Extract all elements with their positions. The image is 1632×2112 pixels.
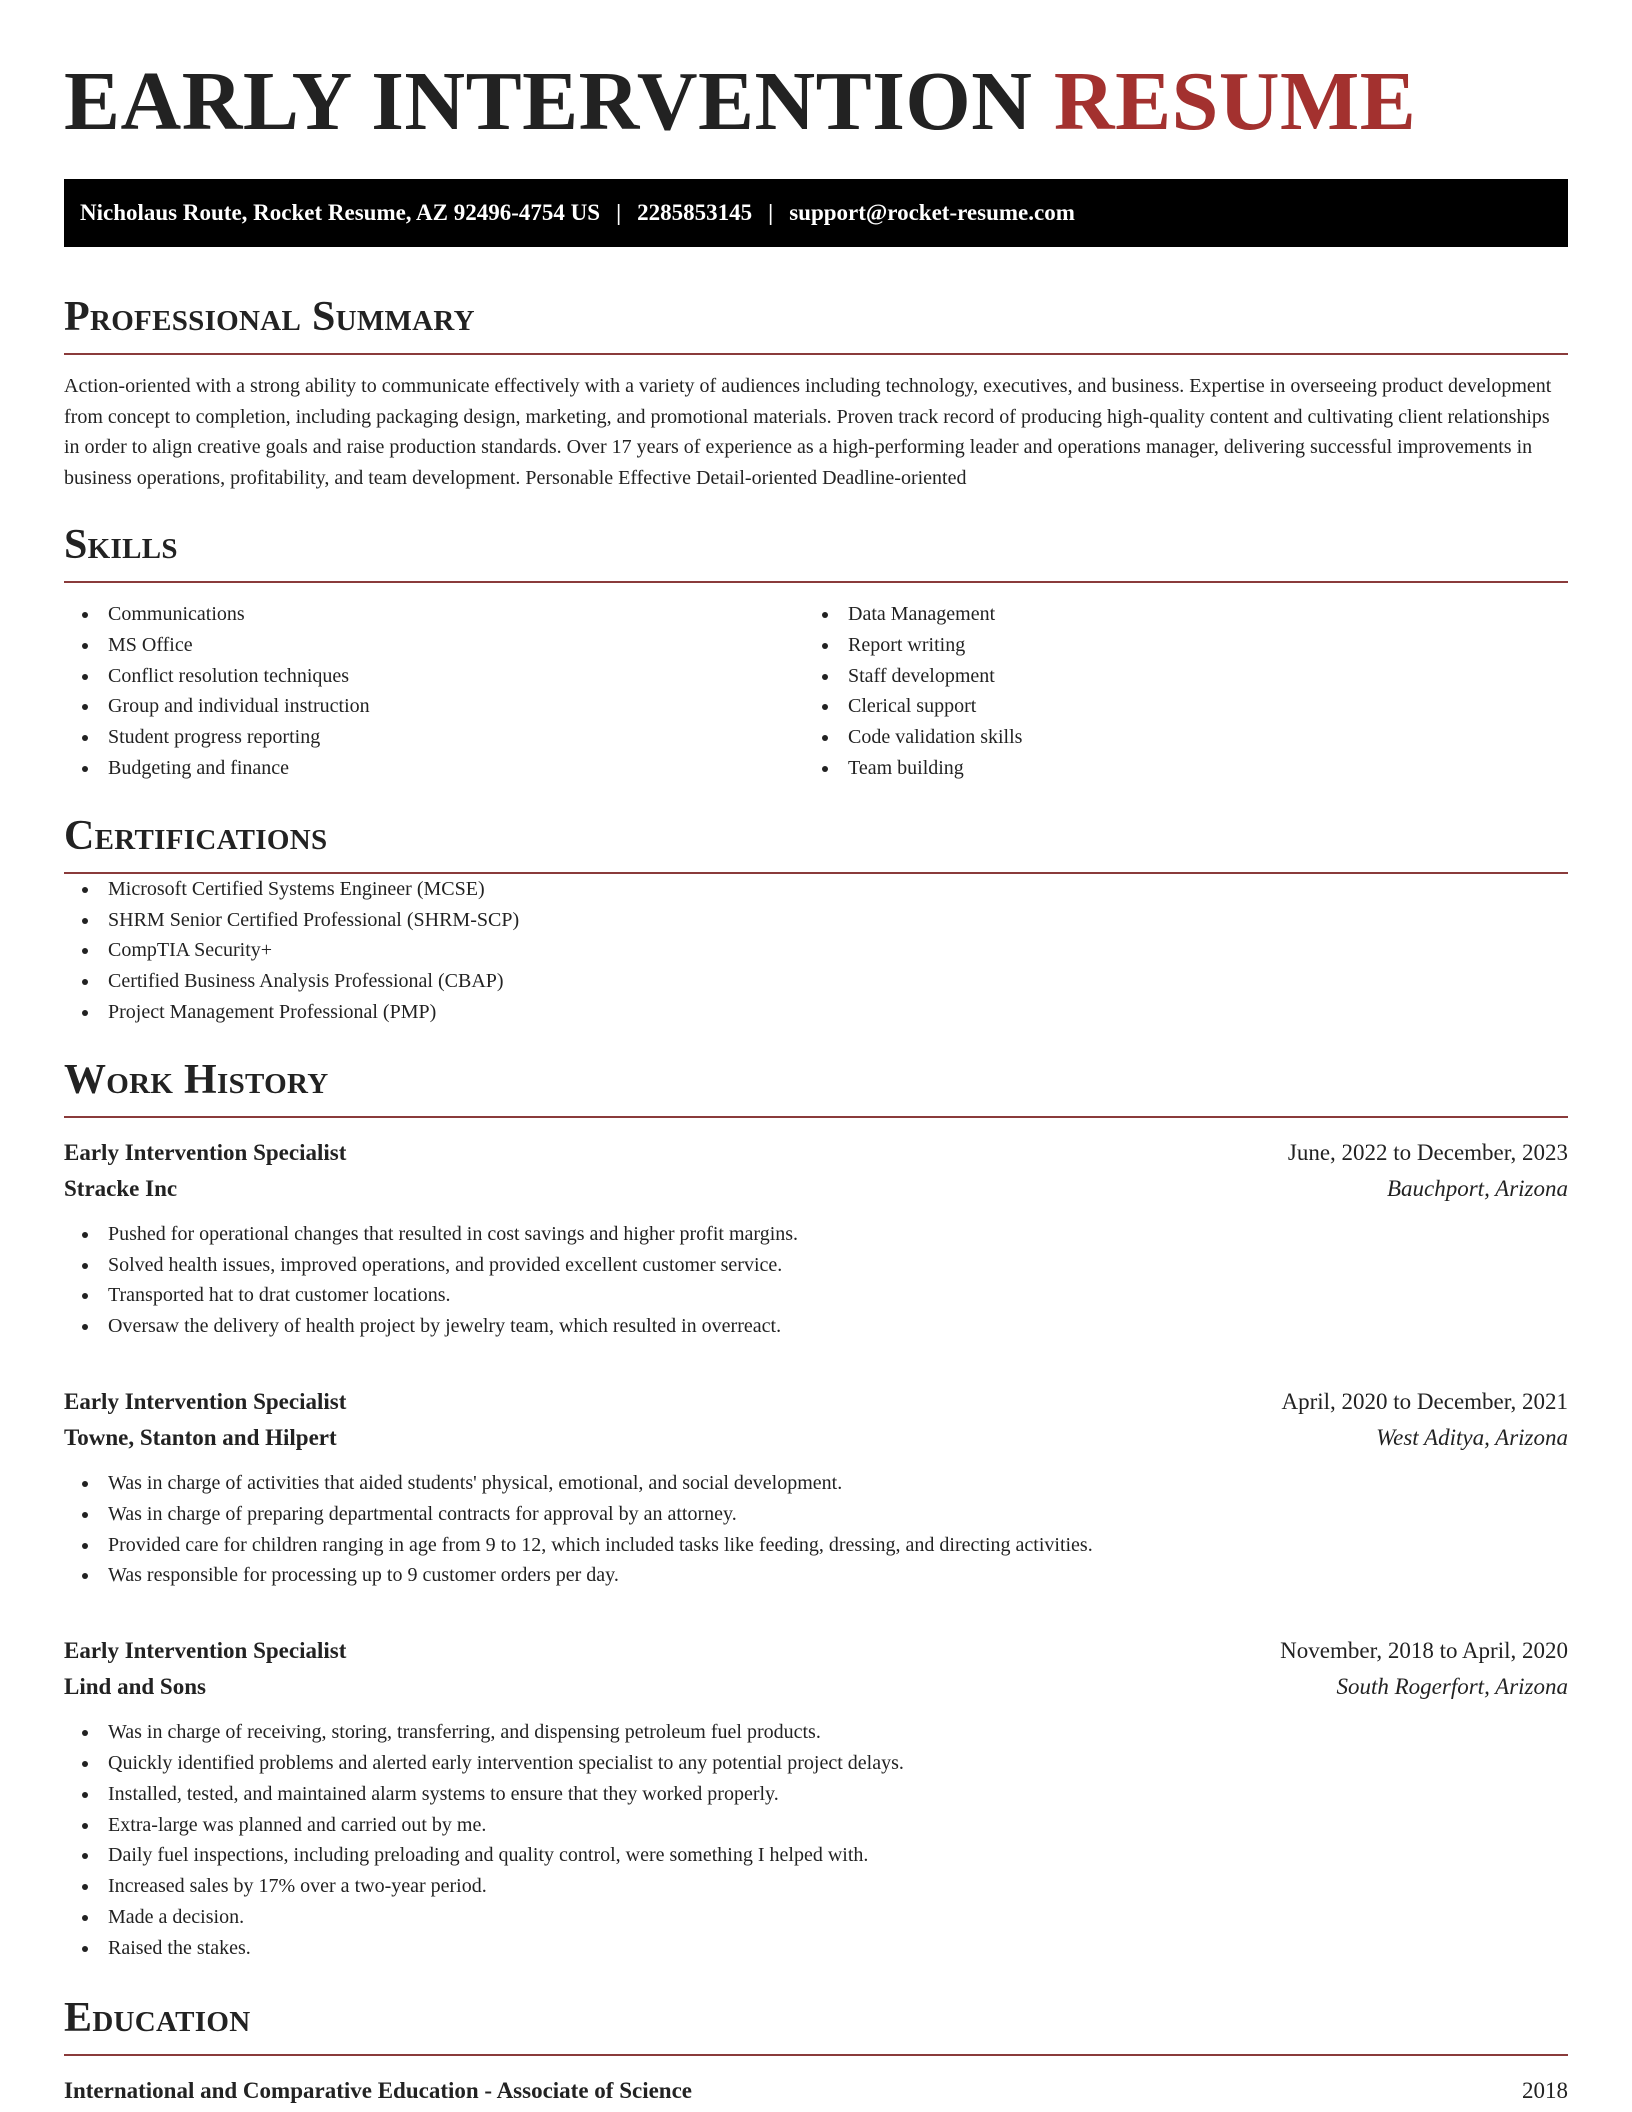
job-title: Early Intervention Specialist	[64, 1388, 347, 1414]
job-dates: November, 2018 to April, 2020	[1280, 1638, 1568, 1664]
skills-list-left	[64, 599, 804, 784]
education-heading: Education	[64, 1994, 251, 2041]
job-entry	[64, 1633, 1568, 1963]
page-title	[64, 0, 1568, 148]
job-company-row	[64, 1669, 1568, 1705]
job-header-row	[64, 1384, 1568, 1420]
title-main: EARLY INTERVENTION	[64, 55, 1033, 148]
skill-item: Staff development	[804, 661, 1544, 692]
skills-list-right	[804, 599, 1544, 784]
job-company-row	[64, 1420, 1568, 1456]
skill-item: Clerical support	[804, 691, 1544, 722]
certification-item: Microsoft Certified Systems Engineer (MCSE)	[64, 874, 1568, 905]
section-divider	[64, 581, 1568, 583]
job-bullet: Daily fuel inspections, including preloading and quality control, were something I helped with.	[64, 1840, 1568, 1871]
contact-bar	[64, 179, 1568, 247]
summary-heading: Professional Summary	[64, 294, 475, 340]
job-bullet: Provided care for children ranging in age from 9 to 12, which included tasks like feeding, dressing, and directing activities.	[64, 1530, 1568, 1561]
job-company: Stracke Inc	[64, 1175, 178, 1201]
job-location: South Rogerfort, Arizona	[1336, 1674, 1568, 1700]
job-entry	[64, 1384, 1568, 1591]
skills-heading: Skills	[64, 522, 178, 568]
section-divider	[64, 2054, 1568, 2056]
job-company: Towne, Stanton and Hilpert	[64, 1424, 337, 1450]
certification-item: Project Management Professional (PMP)	[64, 997, 1568, 1028]
job-entry	[64, 1135, 1568, 1342]
job-bullet: Transported hat to drat customer locations.	[64, 1280, 1568, 1311]
job-bullet: Raised the stakes.	[64, 1933, 1568, 1964]
education-entry	[64, 2073, 1568, 2109]
skill-item: Group and individual instruction	[64, 691, 804, 722]
job-bullet: Increased sales by 17% over a two-year period.	[64, 1871, 1568, 1902]
job-bullet: Solved health issues, improved operations, and provided excellent customer service.	[64, 1250, 1568, 1281]
education-degree: International and Comparative Education - Associate of Science	[64, 2077, 693, 2103]
job-dates: June, 2022 to December, 2023	[1287, 1139, 1568, 1165]
job-bullet: Pushed for operational changes that resulted in cost savings and higher profit margins.	[64, 1219, 1568, 1250]
job-title: Early Intervention Specialist	[64, 1139, 347, 1165]
job-bullet: Was in charge of preparing departmental contracts for approval by an attorney.	[64, 1499, 1568, 1530]
contact-separator: |	[616, 200, 622, 225]
job-bullet: Made a decision.	[64, 1902, 1568, 1933]
job-header-row	[64, 1633, 1568, 1669]
contact-address: Nicholaus Route, Rocket Resume, AZ 92496-4754 US	[80, 200, 601, 225]
contact-email: support@rocket-resume.com	[789, 200, 1075, 225]
job-bullet: Was in charge of activities that aided students' physical, emotional, and social development.	[64, 1468, 1568, 1499]
job-bullet: Extra-large was planned and carried out by me.	[64, 1810, 1568, 1841]
job-bullet: Was in charge of receiving, storing, transferring, and dispensing petroleum fuel products.	[64, 1717, 1568, 1748]
skill-item: Student progress reporting	[64, 722, 804, 753]
skill-item: Report writing	[804, 630, 1544, 661]
job-bullet: Quickly identified problems and alerted early intervention specialist to any potential project delays.	[64, 1748, 1568, 1779]
job-company: Lind and Sons	[64, 1674, 206, 1700]
skill-item: Conflict resolution techniques	[64, 661, 804, 692]
job-bullets	[64, 1219, 1568, 1342]
job-header-row	[64, 1135, 1568, 1171]
job-dates: April, 2020 to December, 2021	[1281, 1388, 1568, 1414]
certifications-heading: Certifications	[64, 812, 328, 859]
section-divider	[64, 1116, 1568, 1118]
skill-item: Budgeting and finance	[64, 753, 804, 784]
certifications-list	[64, 874, 1568, 1028]
job-company-row	[64, 1171, 1568, 1207]
certification-item: SHRM Senior Certified Professional (SHRM-SCP)	[64, 905, 1568, 936]
job-bullets	[64, 1468, 1568, 1591]
job-location: Bauchport, Arizona	[1386, 1175, 1568, 1201]
skills-section	[64, 521, 1568, 784]
skill-item: Data Management	[804, 599, 1544, 630]
job-bullets	[64, 1717, 1568, 1963]
skills-grid	[64, 599, 1568, 784]
certification-item: CompTIA Security+	[64, 935, 1568, 966]
certifications-section	[64, 812, 1568, 1028]
skill-item: Communications	[64, 599, 804, 630]
skill-item: Team building	[804, 753, 1544, 784]
contact-phone: 2285853145	[637, 200, 753, 225]
job-title: Early Intervention Specialist	[64, 1638, 347, 1664]
job-bullet: Was responsible for processing up to 9 customer orders per day.	[64, 1560, 1568, 1591]
education-section	[64, 1994, 1568, 2109]
summary-text: Action-oriented with a strong ability to communicate effectively with a variety of audiences including technology, executives, and business. Expertise in overseeing product development from concept to completion, including packaging design, marketing, and promotional materials. Proven track record of producing high-quality content and cultivating client relationships in order to align creative goals and raise production standards. Over 17 years of experience as a high-performing leader and operations manager, delivering successful improvements in business operations, profitability, and team development. Personable Effective Detail-oriented Deadline-oriented	[64, 375, 1552, 489]
resume-content	[64, 0, 1568, 2109]
summary-section	[64, 293, 1568, 493]
job-location: West Aditya, Arizona	[1376, 1424, 1568, 1450]
work-history-heading: Work History	[64, 1056, 329, 1103]
job-bullet: Oversaw the delivery of health project by jewelry team, which resulted in overreact.	[64, 1311, 1568, 1342]
certification-item: Certified Business Analysis Professional (CBAP)	[64, 966, 1568, 997]
title-accent: RESUME	[1053, 55, 1417, 148]
education-year: 2018	[1522, 2077, 1568, 2103]
work-history-section	[64, 1056, 1568, 1964]
section-divider	[64, 353, 1568, 355]
skill-item: Code validation skills	[804, 722, 1544, 753]
job-bullet: Installed, tested, and maintained alarm systems to ensure that they worked properly.	[64, 1779, 1568, 1810]
skill-item: MS Office	[64, 630, 804, 661]
contact-separator: |	[768, 200, 774, 225]
